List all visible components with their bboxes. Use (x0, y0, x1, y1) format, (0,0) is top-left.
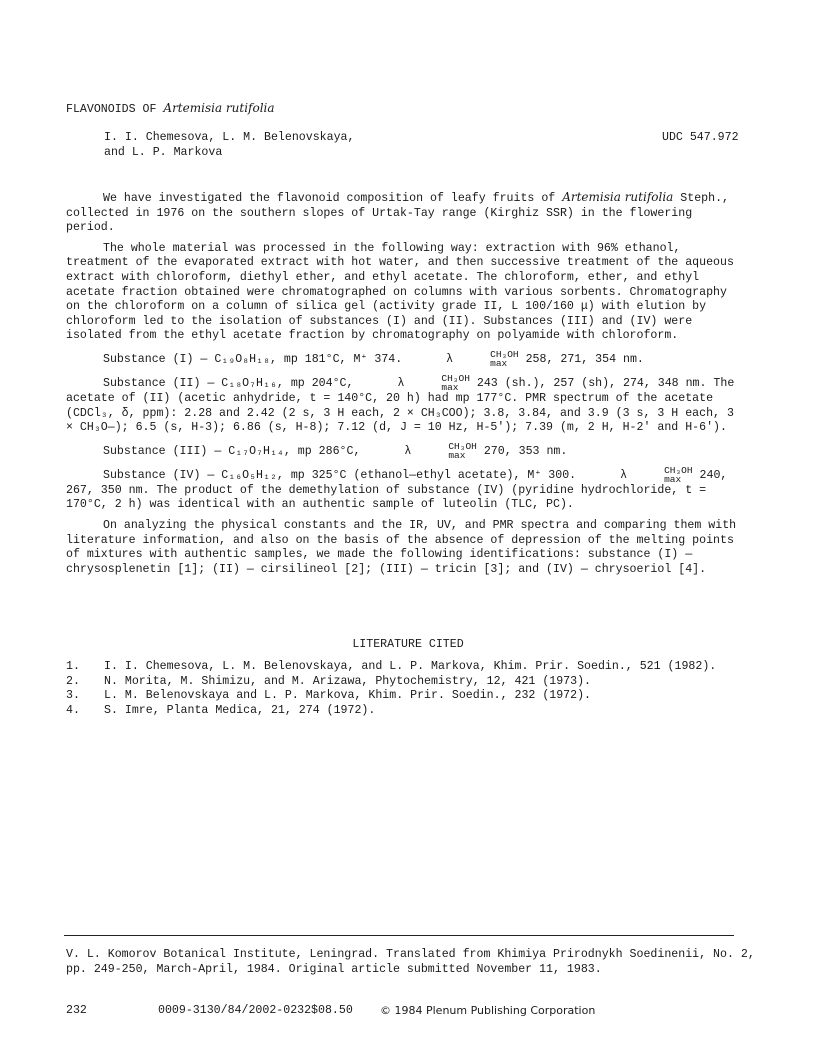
lambda-max-1: λ CH₃OH max (446, 348, 519, 369)
paragraph-method: The whole material was processed in the following way: extraction with 96% ethanol, treatment of the evaporated extract with hot water, and then successive treatment of the aqueous extract with chloroform, diethyl ether, and ethyl acetate. The chloroform, ether, and ethyl acetate fraction obtained were chromatographed on columns with various sorbents. Chromatography on the chloroform on a column of silica gel (activity grade II, L 100/160 μ) with elution by chloroform led to the isolation of substances (I) and (II). Substances (III) and (IV) were isolated from the ethyl acetate fraction by chromatography on polyamide with chloroform. (66, 241, 734, 343)
reference-item: 3. L. M. Belenovskaya and L. P. Markova, Khim. Prir. Soedin., 232 (1972). (66, 689, 592, 703)
reference-item: 1. I. I. Chemesova, L. M. Belenovskaya, and L. P. Markova, Khim. Prir. Soedin., 521 (1982). (66, 660, 717, 673)
lambda-max-4: λ CH₃OH max (620, 464, 693, 485)
paragraph-intro: We have investigated the flavonoid composition of leafy fruits of Artemisia rutifolia Steph., collected in 1976 on the southern slopes of Urtak-Tay range (Kirghiz SSR) in the flowering period. (66, 190, 729, 235)
substance-4: Substance (IV) — C₁₆O₅H₁₂, mp 325°C (ethanol—ethyl acetate), M⁺ 300. λ CH₃OH max 240, 267, 350 nm. The product of the demethylation of substance (IV) (pyridine hydrochloride, t = 170°C, 2 h) was identical with an authentic sample of luteolin (TLC, PC). (66, 464, 728, 512)
species-italic: Artemisia rutifolia (562, 190, 674, 204)
authors-line-2: and L. P. Markova (104, 145, 223, 159)
reference-item: 2. N. Morita, M. Shimizu, and M. Arizawa, Phytochemistry, 12, 421 (1973). (66, 674, 592, 688)
substance-1: Substance (I) — C₁₉O₈H₁₈, mp 181°C, M⁺ 374. λ CH₃OH max 258, 271, 354 nm. (103, 348, 644, 369)
reference-list (66, 660, 766, 718)
lambda-max-3: λ CH₃OH max (404, 440, 477, 461)
article-body (66, 190, 738, 583)
article-code: 0009-3130/84/2002-0232$08.50 (158, 1004, 353, 1017)
authors-line-1: I. I. Chemesova, L. M. Belenovskaya, (104, 131, 355, 144)
substance-3: Substance (III) — C₁₇O₇H₁₄, mp 286°C, λ CH₃OH max 270, 353 nm. (103, 440, 568, 461)
substance-2: Substance (II) — C₁₈O₇H₁₆, mp 204°C, λ CH₃OH max 243 (sh.), 257 (sh), 274, 348 nm. The acetate of (II) (acetic anhydride, t = 140°C, 20 h) had mp 177°C. PMR spectrum of the acetate (CDCl₃, δ, ppm): 2.28 and 2.42 (2 s, 3 H each, 2 × CH₃COO); 3.8, 3.84, and 3.9 (3 s, 3 H each, 3 × CH₃O—); 6.5 (s, H-3); 6.86 (s, H-8); 7.12 (d, J = 10 Hz, H-5'); 7.39 (m, 2 H, H-2' and H-6'). (66, 372, 735, 435)
footnote: V. L. Komorov Botanical Institute, Leningrad. Translated from Khimiya Prirodnykh Soedinenii, No. 2, pp. 249-250, March-April, 1984. Original article submitted November 11, 1983. (66, 948, 755, 976)
literature-heading: LITERATURE CITED (352, 638, 464, 651)
copyright: © 1984 Plenum Publishing Corporation (380, 1004, 596, 1017)
title-text: FLAVONOIDS OF (66, 103, 164, 116)
page-number: 232 (66, 1004, 87, 1017)
authors (104, 131, 354, 160)
reference-item: 4. S. Imre, Planta Medica, 21, 274 (1972). (66, 703, 376, 717)
article-title (66, 101, 275, 118)
paragraph-conclusion: On analyzing the physical constants and the IR, UV, and PMR spectra and comparing them with literature information, and also on the basis of the absence of depression of the melting points of mixtures with authentic samples, we made the following identifications: substance (I) — chrysosplenetin [1]; (II) — cirsilineol [2]; (III) — tricin [3]; and (IV) — chrysoeriol [4]. (66, 518, 737, 576)
lambda-max-2: λ CH₃OH max (397, 372, 470, 393)
udc-code: UDC 547.972 (662, 131, 739, 144)
title-species: Artemisia rutifolia (163, 101, 275, 115)
footnote-rule (64, 935, 734, 936)
